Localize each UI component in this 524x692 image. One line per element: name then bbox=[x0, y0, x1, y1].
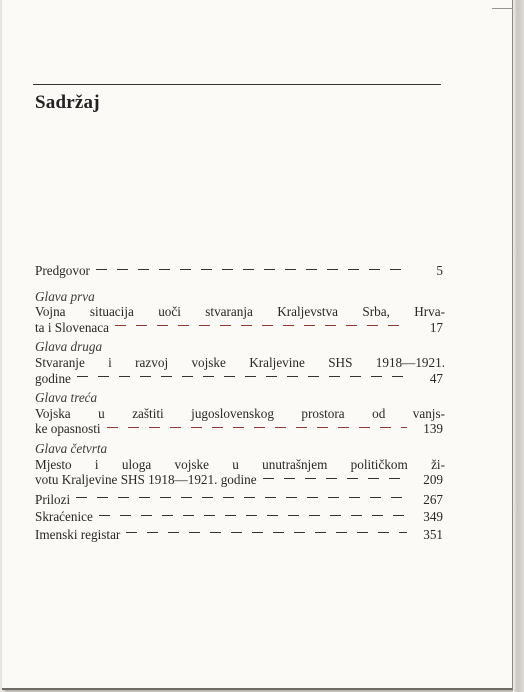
dash-leader bbox=[76, 496, 407, 500]
toc-page-number: 17 bbox=[429, 319, 443, 335]
toc-page-number: 47 bbox=[429, 370, 443, 386]
chapter-label: Glava četvrta bbox=[35, 440, 108, 456]
toc-entry-title: Imenski registar bbox=[35, 526, 121, 542]
toc-entry-prilozi bbox=[35, 492, 445, 508]
toc-entry-predgovor bbox=[35, 263, 445, 279]
toc-page-number: 139 bbox=[423, 421, 443, 437]
toc-entry-imenski-registar bbox=[35, 527, 445, 543]
toc-page-number: 351 bbox=[423, 526, 443, 542]
toc-chapter-3 bbox=[35, 390, 445, 437]
toc-chapter-1 bbox=[35, 289, 445, 336]
toc-page-number: 209 bbox=[423, 472, 443, 488]
toc-chapter-2 bbox=[35, 339, 445, 386]
page-corner-edge bbox=[492, 0, 515, 9]
toc-entry-skracenice bbox=[35, 509, 445, 525]
book-page bbox=[2, 0, 513, 690]
dash-leader bbox=[99, 513, 407, 517]
toc-chapter-4 bbox=[35, 441, 445, 488]
chapter-title-line: Vojna situacija uoči stvaranja Kraljevstva Srba, Hrva- bbox=[35, 304, 445, 320]
dash-leader bbox=[126, 531, 407, 535]
chapter-title-line: godine bbox=[35, 370, 71, 386]
chapter-title-line: ta i Slovenaca bbox=[35, 319, 109, 335]
table-of-contents bbox=[35, 263, 445, 545]
chapter-title-line: Stvaranje i razvoj vojske Kraljevine SHS 1918—1921. bbox=[35, 354, 445, 370]
toc-page-number: 5 bbox=[436, 263, 443, 278]
dash-leader bbox=[96, 267, 407, 271]
dash-leader bbox=[263, 476, 407, 480]
chapter-label: Glava treća bbox=[35, 390, 98, 406]
chapter-title-line: Mjesto i uloga vojske u unutrašnjem političkom ži- bbox=[35, 456, 445, 472]
book-edge bbox=[513, 0, 524, 692]
toc-entry-title: Predgovor bbox=[35, 263, 90, 278]
chapter-title-line: votu Kraljevine SHS 1918—1921. godine bbox=[35, 472, 257, 488]
top-rule bbox=[33, 84, 441, 85]
chapter-title-line: Vojska u zaštiti jugoslovenskog prostora od vanjs- bbox=[35, 405, 445, 421]
chapter-label: Glava druga bbox=[35, 339, 103, 355]
dash-leader bbox=[107, 425, 407, 429]
toc-page-number: 267 bbox=[423, 491, 443, 507]
page-title: Sadržaj bbox=[35, 92, 100, 113]
chapter-title-line: ke opasnosti bbox=[35, 421, 101, 437]
chapter-label: Glava prva bbox=[35, 288, 95, 304]
toc-page-number: 349 bbox=[423, 509, 443, 525]
toc-entry-title: Prilozi bbox=[35, 491, 71, 507]
dash-leader bbox=[77, 375, 407, 379]
dash-leader bbox=[115, 324, 407, 328]
toc-entry-title: Skraćenice bbox=[35, 509, 93, 525]
